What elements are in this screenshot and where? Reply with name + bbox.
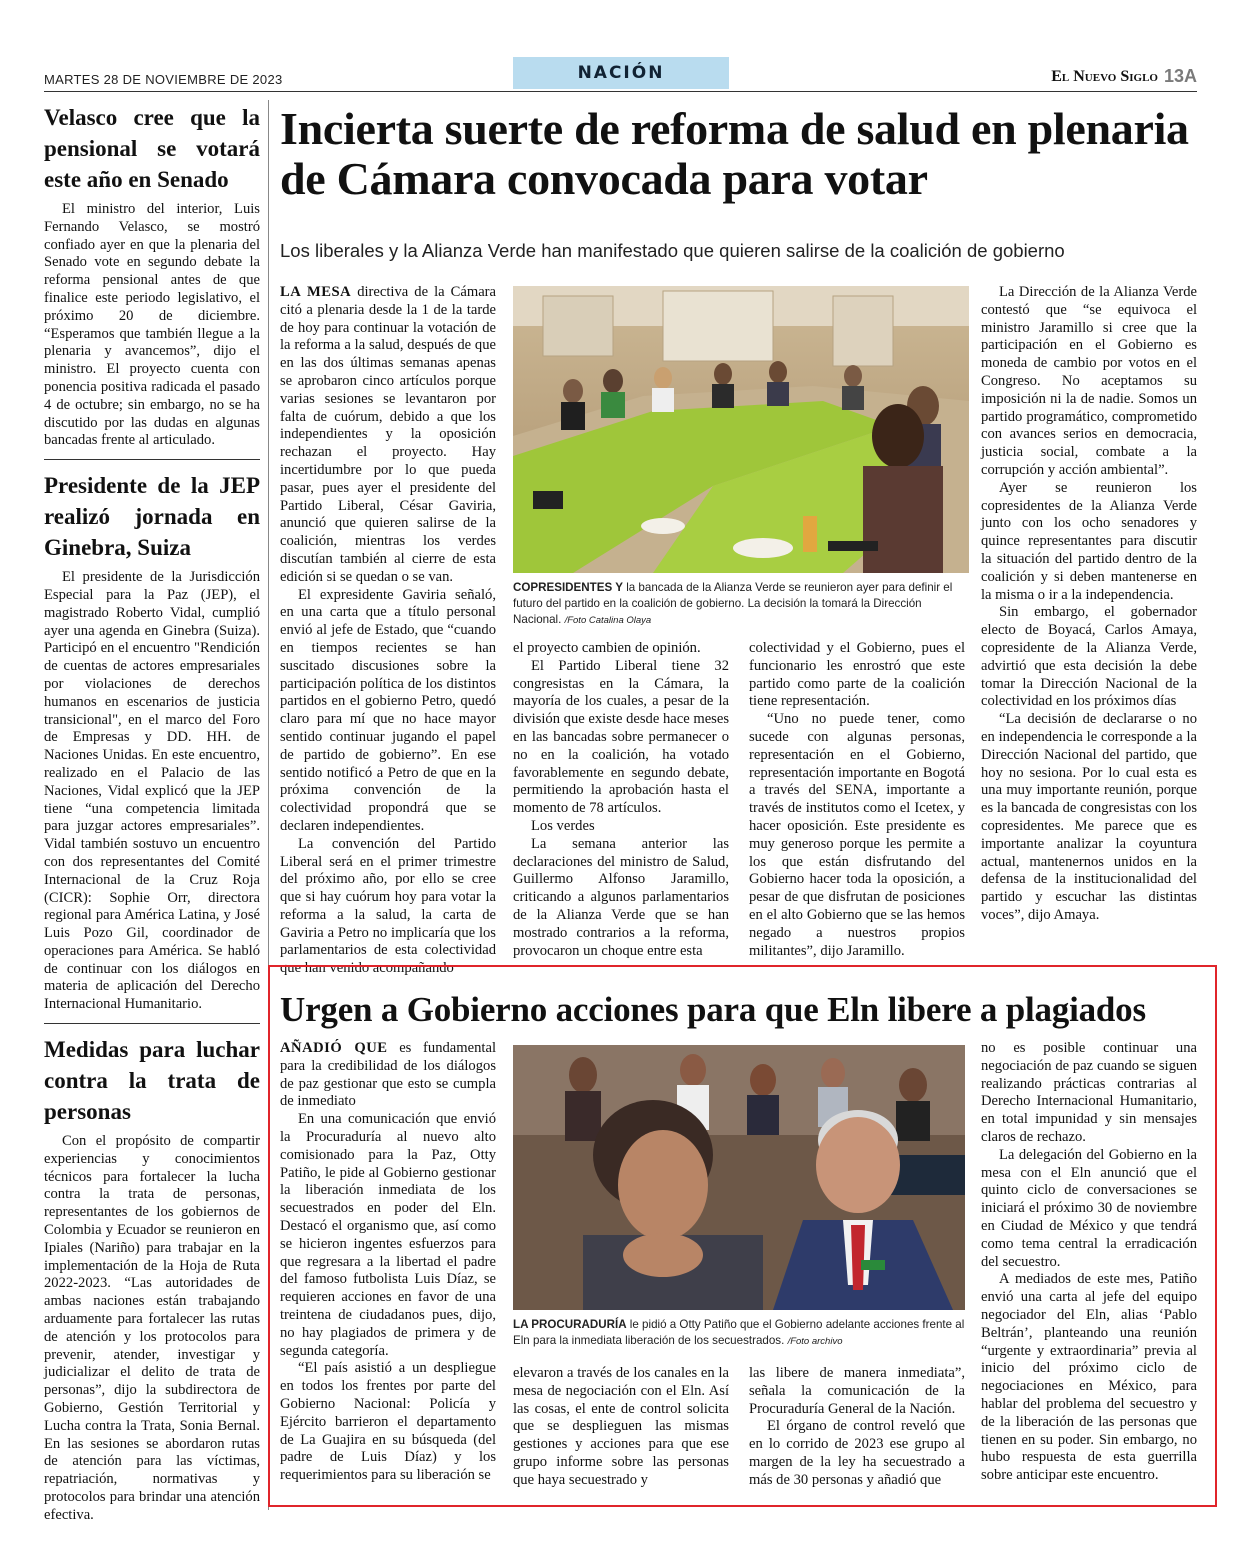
article-column-1 <box>280 284 497 977</box>
paragraph: La delegación del Gobierno en la mesa con el Eln anunció que el quinto ciclo de conversaciones se iniciará el próximo 30 de noviembre en Ciudad de México y que tendrá como tema central la erradicación del secuestro. <box>981 1146 1197 1270</box>
paragraph: las libere de manera inmediata”, señala la comunicación de la Procuraduría General de la Nación. <box>749 1365 965 1417</box>
paragraph: “Uno no puede tener, como sucede con algunas personas, representación en el Gobierno, representación importante en Bogotá a través del SENA, importante a través de institutos como el Icetex, y hacer oposición. Este presidente es muy generoso porque les permite a los que están disfrutando del Gobierno hacer toda la oposición, a pesar de que disfrutan de posiciones en el alto Gobierno que se las hemos negado a nuestros propios militantes”, dijo Jaramillo. <box>749 711 965 959</box>
paragraph: La convención del Partido Liberal será en el primer trimestre del próximo año, por ello se cree que si hay cuórum hoy para votar la reforma a la salud, la carta de Gaviria a Petro no implicaría que los parlamentarios de esta colectividad que han venido acompañando <box>280 835 496 977</box>
hostages-photo <box>513 1045 965 1310</box>
meeting-photo <box>513 286 969 573</box>
subheadline: Los liberales y la Alianza Verde han manifestado que quieren salirse de la coalición de gobierno <box>280 240 1065 261</box>
paragraph: El Partido Liberal tiene 32 congresistas en la Cámara, la mayoría de los cuales, a pesar de la división que existe desde hace meses en las bancadas sobre permanecer o no en la coalición, ha votado favorablemente en segundo debate, permitiendo la aprobación hasta el momento de 78 artículos. <box>513 657 730 817</box>
header-rule <box>44 91 1197 92</box>
sidebar-divider <box>44 459 260 460</box>
photo-credit: /Foto archivo <box>787 1336 843 1347</box>
caption-lead: LA PROCURADURÍA <box>513 1318 627 1331</box>
box-column-1 <box>280 1040 496 1498</box>
sidebar-title-2: Presidente de la JEP realizó jornada en Ginebra, Suiza <box>44 473 260 561</box>
caption-text: la bancada de la Alianza Verde se reunieron ayer para definir el futuro del partido en la coalición de gobierno. La decisión la tomará la Dirección Nacional. <box>513 581 953 626</box>
box-headline: Urgen a Gobierno acciones para que Eln libere a plagiados <box>280 990 1146 1029</box>
paragraph: elevaron a través de los canales en la mesa de negociación con el Eln. Así las cosas, el ente de control solicita que se desplieguen las mismas gestiones y acciones para que ese grupo informe sobre las personas que haya secuestrado y <box>513 1365 729 1488</box>
box-column-4 <box>981 1040 1197 1498</box>
paragraph: En una comunicación que envió la Procuraduría al nuevo alto comisionado para la Paz, Otty Patiño, le pide al Gobierno gestionar la liberación inmediata de los secuestrados en poder del Eln. Destacó el organismo que, así como se hicieron ingentes esfuerzos para que regresara a la libertad el padre del famoso futbolista Luis Díaz, se requieren acciones en favor de una treintena de ciudadanos pues, dijo, no hay plagiados de primera y de segunda categoría. <box>280 1111 496 1359</box>
headline: Incierta suerte de reforma de salud en plenaria de Cámara convocada para votar <box>280 103 1189 204</box>
sidebar-column <box>44 102 260 1523</box>
sidebar-body-2: El presidente de la Jurisdicción Especial para la Paz (JEP), el magistrado Roberto Vidal, cumplió ayer una agenda en Ginebra (Suiza). Participó en el encuentro "Rendición de cuentas de actores empresariales por violaciones de derechos humanos en escenarios de justicia transicional", en el marco del Foro de Empresas y DD. HH. de Naciones Unidas. En este encuentro, realizado en el Palacio de las Naciones, Vidal explicó que la JEP tiene “una competencia limitada para juzgar actores empresariales”. Vidal también sostuvo un encuentro con dos representantes del Comité Internacional de la Cruz Roja (CICR): Sophie Orr, directora regional para América Latina, y José Luis Pozo Gil, coordinador de operaciones para América. Se habló de continuar con los diálogos en materia de aplicación del Derecho Internacional Humanitario. <box>44 569 260 1013</box>
photo-credit: /Foto Catalina Olaya <box>564 615 652 626</box>
article-column-2 <box>513 640 730 959</box>
header-date: MARTES 28 DE NOVIEMBRE DE 2023 <box>44 72 283 87</box>
section-label: NACIÓN <box>513 57 729 89</box>
paragraph: La semana anterior las declaraciones del ministro de Salud, Guillermo Alfonso Jaramillo, criticando a algunos parlamentarios de la Alianza Verde que se han mostrado contrarios a la reforma, provocaron un choque entre esta <box>513 835 729 959</box>
paragraph: Sin embargo, el gobernador electo de Boyacá, Carlos Amaya, copresidente de la Alianza Verde, advirtió que esta decisión la debe tomar la Dirección Nacional de la colectividad en los próximos días <box>981 604 1197 710</box>
paragraph: “La decisión de declararse o no en independencia le corresponde a la Dirección Nacional del partido, que hoy no sesiona. Por lo cual esta es una muy importante reunión, porque es la bancada de congresistas con los copresidentes. Me parece que es importante analizar la coyuntura actual, mantenernos unidos en la defensa de la institucionalidad del partido y escuchar las distintas voces”, dijo Amaya. <box>981 711 1197 923</box>
article-column-3 <box>749 640 965 959</box>
paragraph: colectividad y el Gobierno, pues el funcionario les enrostró que este partido como parte de la coalición tiene representación. <box>749 640 965 710</box>
photo-caption <box>513 580 969 629</box>
inline-subhead: Los verdes <box>531 817 595 834</box>
caption-text: le pidió a Otty Patiño que el Gobierno adelante acciones frente al Eln para la inmediata liberación de los secuestrados. <box>513 1318 965 1347</box>
sidebar-title-1: Velasco cree que la pensional se votará este año en Senado <box>44 105 260 192</box>
box-column-2 <box>513 1365 729 1498</box>
paragraph: El expresidente Gaviria señaló, en una carta que a título personal envió al jefe de Estado, que “cuando en tiempos recientes se han suscitado discusiones sobre la participación política de los distintos partidos en el gobierno Petro, quedó claro para mí que no hace mayor sentido continuar jugando el papel de partido de gobierno”. En ese sentido notificó a Petro de que en la próxima convención de la colectividad propondrá que se declaren independientes. <box>280 586 496 834</box>
paragraph: La Dirección de la Alianza Verde contestó que “se equivoca el ministro Jaramillo si cree que la participación en el Gobierno es moneda de cambio por votos en el Congreso. No aceptamos su imposición ni la de nadie. Somos un partido programático, comprometido con avances serios en democracia, justicia social, combate a la corrupción y acción ambiental”. <box>981 284 1197 478</box>
paragraph: Ayer se reunieron los copresidentes de la Alianza Verde junto con los ocho senadores y quince representantes para discutir la situación del partido dentro de la coalición y si deben mantenerse en la misma o ir a la independencia. <box>981 479 1197 603</box>
sidebar-divider <box>44 1023 260 1024</box>
paragraph: directiva de la Cámara citó a plenaria desde la 1 de la tarde de hoy para continuar la votación de la reforma a la salud, después de que en las dos últimas semanas apenas se aprobaron cinco artículos porque varias sesiones se levantaron por falta de cuórum, debido a que los independientes y la oposición rechazan el proyecto. Hay incertidumbre por lo que pueda pasar, pues ayer el presidente del Partido Liberal, César Gaviria, anunció que quieren salirse de la coalición, mientras los verdes discutían también al cierre de esta edición si se quedan o se van. <box>280 284 497 585</box>
paragraph: el proyecto cambien de opinión. <box>513 640 701 656</box>
page-number: 13A <box>1163 66 1197 86</box>
newspaper-name: El Nuevo Siglo <box>1051 68 1158 85</box>
paragraph: “El país asistió a un despliegue en todos los frentes por parte del Gobierno Nacional: Policía y Ejército barrieron el departamento de La Guajira en su búsqueda (del padre de Luis Díaz) y los requerimientos para su liberación se <box>280 1360 496 1484</box>
sidebar-title-3: Medidas para luchar contra la trata de personas <box>44 1037 260 1125</box>
lead-word: LA MESA <box>280 284 352 300</box>
lead-word: AÑADIÓ QUE <box>280 1040 388 1056</box>
paragraph: A mediados de este mes, Patiño envió una carta al jefe del equipo negociador del Eln, alias ‘Pablo Beltrán’, planteando una reunión “urgente y extraordinaria” previa al inicio del próximo ciclo de negociaciones en México, para hablar del problema del secuestro y de la liberación de las personas que tienen en su poder. Sin embargo, no hubo respuesta de esta guerrilla sobre anticipar este encuentro. <box>981 1271 1197 1484</box>
article-column-4 <box>981 284 1197 954</box>
paragraph: no es posible continuar una negociación de paz cuando se siguen realizando prácticas contrarias al Derecho Internacional Humanitario, en total impunidad y sin mensajes claros de rechazo. <box>981 1040 1197 1145</box>
caption-lead: COPRESIDENTES Y <box>513 581 623 594</box>
paragraph: El órgano de control reveló que en lo corrido de 2023 ese grupo al margen de la ley ha secuestrado a más de 30 personas y añadió que <box>749 1418 965 1488</box>
sidebar-body-1: El ministro del interior, Luis Fernando Velasco, se mostró confiado ayer en que la plenaria del Senado vote en segundo debate la reforma pensional antes de que finalice este periodo legislativo, el próximo 20 de diciembre. “Esperamos que también llegue a la plenaria y avancemos”, dijo el ministro. El proyecto cuenta con ponencia positiva radicada el pasado 4 de octubre; sin embargo, no se ha discutido por las dudas en algunas bancadas frente al articulado. <box>44 201 260 449</box>
paragraph: es fundamental para la credibilidad de los diálogos de paz gestionar que esto se cumpla de inmediato <box>280 1040 496 1110</box>
box-photo-caption <box>513 1317 965 1350</box>
box-column-3 <box>749 1365 965 1498</box>
sidebar-body-3: Con el propósito de compartir experiencias y conocimientos técnicos para fortalecer la lucha contra la trata de personas, representantes de los gobiernos de Colombia y Ecuador se reunieron en Ipiales (Nariño) para trabajar en la implementación de la Hoja de Ruta 2022-2023. “Las autoridades de ambas naciones están trabajando arduamente para fortalecer las rutas de atención y los protocolos para prevenir, atender, investigar y judicializar el delito de trata de personas”, dijo la subdirectora de Gobierno, Gestión Territorial y Lucha contra la Trata, Sonia Bernal. En las sesiones se abordaron rutas de atención para las víctimas, repatriación, normativas y protocolos para brindar una atención efectiva. <box>44 1133 260 1523</box>
